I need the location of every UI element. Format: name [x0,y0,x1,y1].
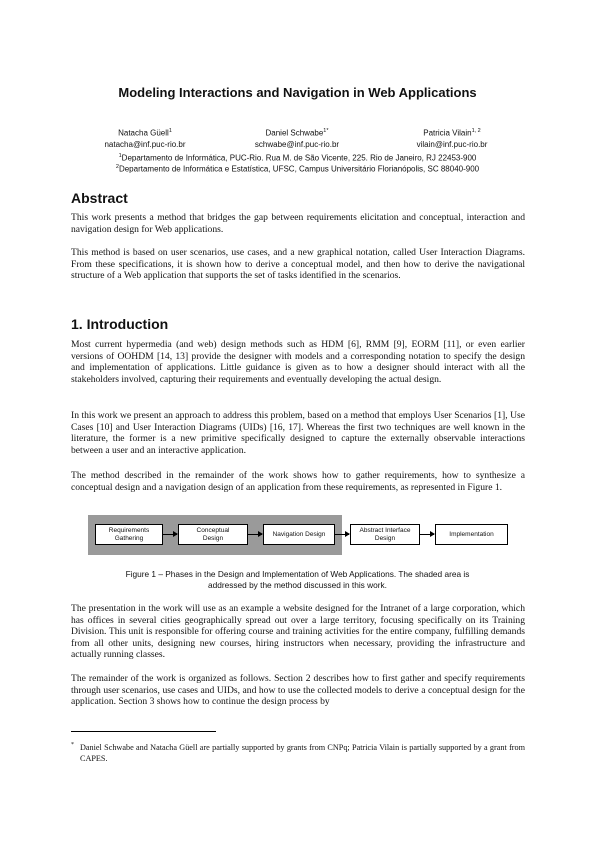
figure-1-diagram [88,515,508,555]
box-label: Abstract Interface [359,526,411,534]
author-sup: 1* [323,128,329,134]
affiliation-sup: 1 [118,153,122,159]
author-3 [387,126,517,150]
box-navigation-design [263,524,335,545]
arrow [335,534,349,535]
author-name: Patricia Vilain [423,128,472,138]
abstract-paragraph-1: This work presents a method that bridges the gap between requirements elicitation and conceptual, interaction and navigation design for Web applications. [71,212,525,235]
box-requirements-gathering [95,524,163,545]
author-sup: 1, 2 [471,128,481,134]
box-label: Implementation [449,530,494,538]
footnote-text: Daniel Schwabe and Natacha Güell are partially supported by grants from CNPq; Patricia Vilain is partially supported by a grant from CAPES. [80,743,525,763]
intro-paragraph-2: In this work we present an approach to address this problem, based on a method that employs User Scenarios [1], Use Cases [10] and User Interaction Diagrams (UIDs) [16, 17]. Whereas the first two techniques are well known in the literature, the former is a new primitive specifically designed to capture the externally observable interactions between a user and an interactive application. [71,410,525,456]
box-label: Design [374,534,396,542]
box-label: Requirements [108,526,150,534]
abstract-paragraph-2: This method is based on user scenarios, use cases, and a new graphical notation, called User Interaction Diagrams. From these specifications, it is shown how to derive a conceptual model, and then how to derive the navigational structure of a Web application that supports the set of tasks identified in the scenarios. [71,247,525,282]
affiliation-text: Departamento de Informática, PUC-Rio. Rua M. de São Vicente, 225. Rio de Janeiro, RJ 22453-900 [121,153,477,163]
intro-paragraph-4: The presentation in the work will use as an example a website designed for the Intranet of a large corporation, which has offices in several cities geographically spread out over a large territory, focusing specifically on its Training Division. This unit is responsible for offering course and training activities for the entire company, fulfilling demands from all other units, designing new courses, hiring instructors when necessary, providing the infrastructure and actually running classes. [71,603,525,661]
footnote-mark: * [71,742,74,748]
box-abstract-interface-design [350,524,420,545]
intro-paragraph-1: Most current hypermedia (and web) design methods such as HDM [6], RMM [9], EORM [11], or even earlier versions of OOHDM [14, 13] provide the designer with models and a corresponding notation to specify the design and implementation of applications. Little guidance is given as to how a designer should interact with all the stakeholders involved, capturing their requirements and eventually developing the actual design. [71,339,525,385]
introduction-heading: 1. Introduction [71,316,169,332]
author-name: Daniel Schwabe [265,128,324,138]
author-name: Natacha Güell [118,128,169,138]
affiliation-text: Departamento de Informática e Estatística, UFSC, Campus Universitário Florianópolis, SC 88040-900 [118,164,480,174]
box-label: Design [202,534,224,542]
abstract-heading: Abstract [71,190,128,206]
author-sup: 1 [168,128,172,134]
box-label: Conceptual [196,526,230,534]
author-2 [232,126,362,150]
footnote-rule [71,731,216,732]
arrow [420,534,434,535]
box-conceptual-design [178,524,248,545]
intro-paragraph-5: The remainder of the work is organized as follows. Section 2 describes how to first gather and specify requirements through user scenarios, use cases and UIDs, and how to use the collected models to derive a conceptual design for the application. Section 3 shows how to continue the design process by [71,673,525,708]
arrow [248,534,262,535]
affiliation-2 [60,162,535,175]
author-email: natacha@inf.puc-rio.br [104,139,186,149]
box-label: Navigation Design [272,530,326,538]
footnote [71,742,525,764]
author-1 [80,126,210,150]
paper-title: Modeling Interactions and Navigation in Web Applications [118,85,477,100]
box-implementation [435,524,508,545]
figure-1-caption [80,569,515,590]
affiliation-sup: 2 [115,164,119,170]
caption-line: addressed by the method discussed in this work. [208,579,387,590]
box-label: Gathering [114,534,144,542]
caption-line: Figure 1 – Phases in the Design and Implementation of Web Applications. The shaded area is [125,569,470,579]
author-email: vilain@inf.puc-rio.br [416,139,488,149]
intro-paragraph-3: The method described in the remainder of the work shows how to gather requirements, how to synthesize a conceptual design and a navigation design of an application from these requirements, as represented in Figure 1. [71,470,525,493]
author-email: schwabe@inf.puc-rio.br [254,139,340,149]
arrow [163,534,177,535]
